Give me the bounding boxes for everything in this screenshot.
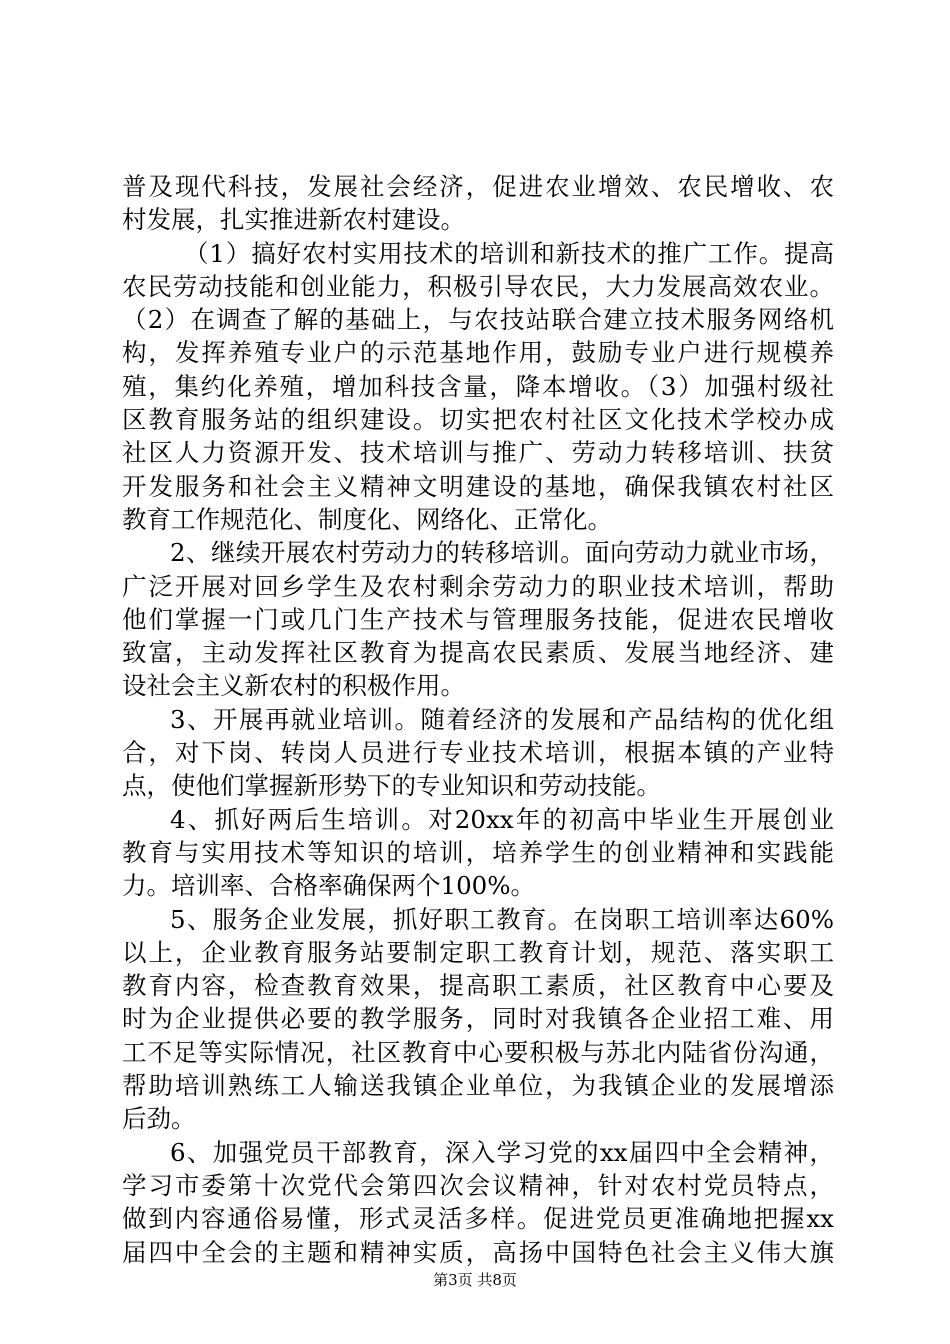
text-line: 广泛开展对回乡学生及农村剩余劳动力的职业技术培训，帮助 — [122, 571, 834, 601]
text-line: （1）搞好农村实用技术的培训和新技术的推广工作。提高 — [184, 238, 834, 268]
text-line: 时为企业提供必要的教学服务，同时对我镇各企业招工难、用 — [122, 1004, 834, 1034]
text-line: 构，发挥养殖专业户的示范基地作用，鼓励专业户进行规模养 — [122, 338, 834, 368]
text-line: 5、服务企业发展，抓好职工教育。在岗职工培训率达60% — [170, 904, 834, 934]
text-line: 致富，主动发挥社区教育为提高农民素质、发展当地经济、建 — [122, 638, 834, 668]
text-line: 殖，集约化养殖，增加科技含量，降本增收。（3）加强村级社 — [122, 371, 834, 401]
text-line: 合，对下岗、转岗人员进行专业技术培训，根据本镇的产业特 — [122, 738, 834, 768]
text-line: 教育内容，检查教育效果，提高职工素质，社区教育中心要及 — [122, 971, 834, 1001]
document-body — [122, 170, 834, 1269]
text-line: 点，使他们掌握新形势下的专业知识和劳动技能。 — [122, 771, 661, 801]
text-line: 工不足等实际情况，社区教育中心要积极与苏北内陆省份沟通， — [122, 1037, 834, 1067]
text-line: 教育工作规范化、制度化、网络化、正常化。 — [122, 504, 612, 534]
text-line: 2、继续开展农村劳动力的转移培训。面向劳动力就业市场， — [170, 538, 834, 568]
text-line: 帮助培训熟练工人输送我镇企业单位，为我镇企业的发展增添 — [122, 1071, 834, 1101]
text-line: 6、加强党员干部教育，深入学习党的xx届四中全会精神， — [170, 1137, 834, 1167]
text-line: 村发展，扎实推进新农村建设。 — [122, 205, 465, 235]
text-line: 4、抓好两后生培训。对20xx年的初高中毕业生开展创业 — [170, 804, 834, 834]
text-line: 设社会主义新农村的积极作用。 — [122, 671, 465, 701]
text-line: 农民劳动技能和创业能力，积极引导农民，大力发展高效农业。 — [122, 271, 834, 301]
text-line: 力。培训率、合格率确保两个100%。 — [122, 871, 536, 901]
text-line: 学习市委第十次党代会第四次会议精神，针对农村党员特点， — [122, 1170, 834, 1200]
text-line: 开发服务和社会主义精神文明建设的基地，确保我镇农村社区 — [122, 471, 834, 501]
text-line: 区教育服务站的组织建设。切实把农村社区文化技术学校办成 — [122, 405, 834, 435]
text-line: 社区人力资源开发、技术培训与推广、劳动力转移培训、扶贫 — [122, 438, 834, 468]
text-line: 普及现代科技，发展社会经济，促进农业增效、农民增收、农 — [122, 172, 834, 201]
text-line: 以上，企业教育服务站要制定职工教育计划，规范、落实职工 — [122, 937, 834, 967]
text-line: 届四中全会的主题和精神实质，高扬中国特色社会主义伟大旗 — [122, 1237, 834, 1267]
text-line: 3、开展再就业培训。随着经济的发展和产品结构的优化组 — [170, 704, 834, 734]
text-line: 做到内容通俗易懂，形式灵活多样。促进党员更准确地把握xx — [122, 1204, 834, 1234]
text-line: 他们掌握一门或几门生产技术与管理服务技能，促进农民增收 — [122, 604, 834, 634]
text-line: 教育与实用技术等知识的培训，培养学生的创业精神和实践能 — [122, 837, 834, 867]
page-number-footer: 第3页 共8页 — [433, 1271, 517, 1289]
text-line: （2）在调查了解的基础上，与农技站联合建立技术服务网络机 — [122, 305, 834, 335]
text-line: 后劲。 — [122, 1104, 196, 1134]
